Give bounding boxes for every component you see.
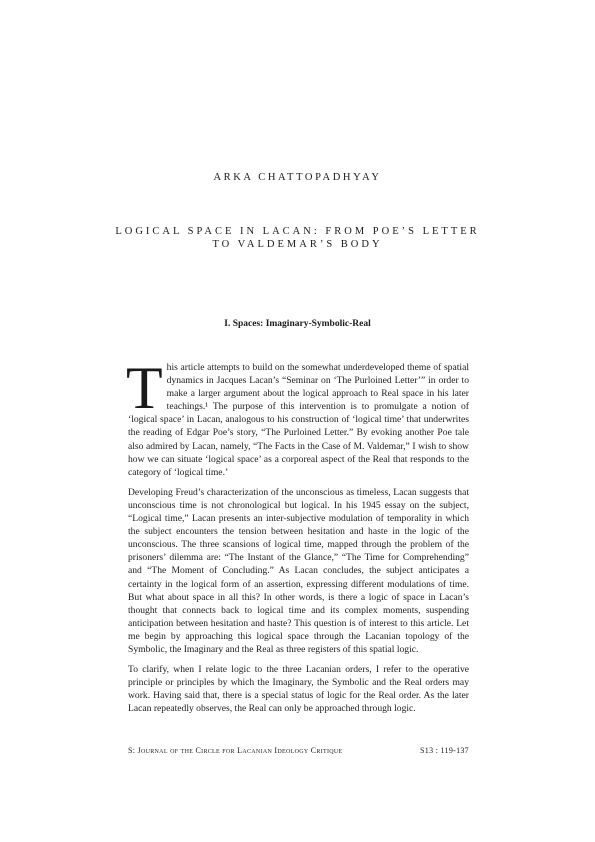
journal-name: S: Journal of the Circle for Lacanian Ideology Critique (128, 746, 343, 755)
article-body (126, 355, 469, 722)
drop-cap: T (126, 355, 163, 421)
article-title: LOGICAL SPACE IN LACAN: FROM POE’S LETTER TO VALDEMAR’S BODY (115, 226, 480, 250)
author-name: ARKA CHATTOPADHYAY (213, 172, 382, 183)
page-footer (128, 746, 469, 755)
paragraph-1 (126, 355, 469, 479)
paragraph-2: Developing Freud’s characterization of the unconscious as timeless, Lacan suggests that unconscious time is not chronological but logical. In his 1945 essay on the subject, “Logical time,” Lacan presents an inter-subjective modulation of temporality in which the subject encounters the tension between hesitation and haste in the logic of the unconscious. The three scansions of logical time, mapped through the problem of the prisoners’ dilemma are: “The Instant of the Glance,” “The Time for Comprehending” and “The Moment of Concluding.” As Lacan concludes, the subject anticipates a certainty in the logical form of an assertion, expressing different modulations of time. But what about space in all this? In other words, is there a logic of space in Lacan’s thought that connects back to logical time and its complex moments, suspending anticipation between hesitation and haste? This question is of interest to this article. Let me begin by approaching this logical space through the Lacanian topology of the Symbolic, the Imaginary and the Real as three registers of this spatial logic. (128, 486, 469, 655)
section-heading: I. Spaces: Imaginary-Symbolic-Real (224, 319, 371, 329)
paragraph-3: To clarify, when I relate logic to the three Lacanian orders, I refer to the operative principle or principles by which the Imaginary, the Symbolic and the Real orders may work. Having said that, there is a special status of logic for the Real order. As the later Lacan repeatedly observes, the Real can only be approached through logic. (128, 664, 469, 715)
page-range: S13 : 119-137 (420, 746, 469, 755)
paragraph-1-text: his article attempts to build on the somewhat underdeveloped theme of spatial dynamics in Jacques Lacan’s “Seminar on ‘The Purloined Letter’” in order to make a larger argument about the logical approach to Real space in his later teachings.¹ The purpose of this intervention is to promulgate a notion of ‘logical space’ in Lacan, analogous to his construction of ‘logical time’ that underwrites the reading of Edgar Poe’s story, “The Purloined Letter.” By evoking another Poe tale also admired by Lacan, namely, “The Facts in the Case of M. Valdemar,” I wish to show how we can situate ‘logical space’ as a corporeal aspect of the Real that responds to the category of ‘logical time.’ (128, 362, 469, 478)
